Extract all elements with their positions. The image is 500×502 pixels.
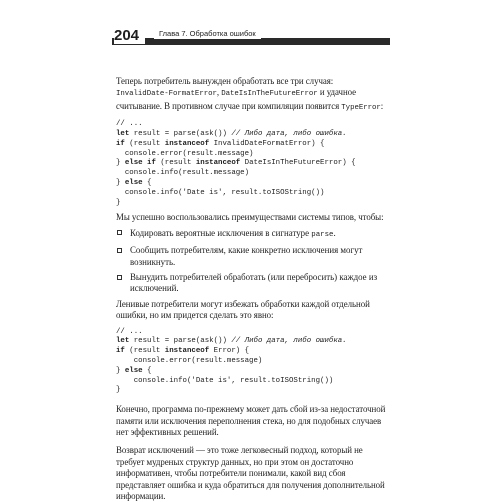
inline-code-typeerror: TypeError	[341, 103, 381, 112]
list-item: Сообщить потребителям, какие конкретно исключения могут возникнуть.	[116, 245, 386, 268]
paragraph-conclusion: Возврат исключений — это тоже легковесный подход, который не требует мудреных структур данных, но при этом он достаточно информативен, чтобы потребители понимали, какой вид сбоя представляет ошибка и куда обратиться для получения дополнительной информации.	[116, 445, 385, 502]
code-block-2: // ... let result = parse(ask()) // Либо дата, либо ошибка. if (result instanceof Error) { console.error(result.message) } else { console.info('Date is', result.toISOString()) }	[116, 327, 347, 395]
page-number: 204	[114, 28, 145, 44]
inline-code-invalid-date: InvalidDate-FormatError	[116, 90, 217, 99]
checkbox-bullet-icon	[117, 275, 122, 280]
list-item: Кодировать вероятные исключения в сигнатуре parse.	[116, 228, 386, 241]
checkbox-bullet-icon	[117, 230, 122, 235]
paragraph-benefits: Мы успешно воспользовались преимуществами системы типов, чтобы:	[116, 212, 384, 223]
paragraph-limitations: Конечно, программа по-прежнему может дать сбой из-за недостаточной памяти или исключения переполнения стека, но для подобных случаев нет эффективных решений.	[116, 404, 386, 438]
code-block-1: // ... let result = parse(ask()) // Либо дата, либо ошибка. if (result instanceof InvalidDateFormatError) { console.error(result.message) } else if (result instanceof DateIsInTheFutureError) { console.info(result.message) } else { console.info('Date is', result.toISOString()) }	[116, 120, 356, 207]
chapter-title: Глава 7. Обработка ошибок	[154, 29, 261, 39]
page-body	[116, 76, 386, 502]
header-rule	[112, 38, 390, 45]
inline-code-date-future: DateIsInTheFutureError	[221, 90, 318, 99]
benefits-list	[116, 228, 386, 295]
list-item: Вынудить потребителей обработать (или перебросить) каждое из исключений.	[116, 272, 386, 295]
running-header	[112, 29, 390, 45]
paragraph-lazy-consumers: Ленивые потребители могут избежать обработки каждой отдельной ошибки, но им придется сделать это явно:	[116, 298, 370, 321]
paragraph-intro: Теперь потребитель вынужден обработать все три случая: InvalidDate-FormatError, DateIsInTheFutureError и удачное считывание. В противном случае при компиляции появится TypeError:	[116, 76, 384, 112]
inline-code-parse: parse	[311, 230, 334, 239]
checkbox-bullet-icon	[117, 248, 122, 253]
